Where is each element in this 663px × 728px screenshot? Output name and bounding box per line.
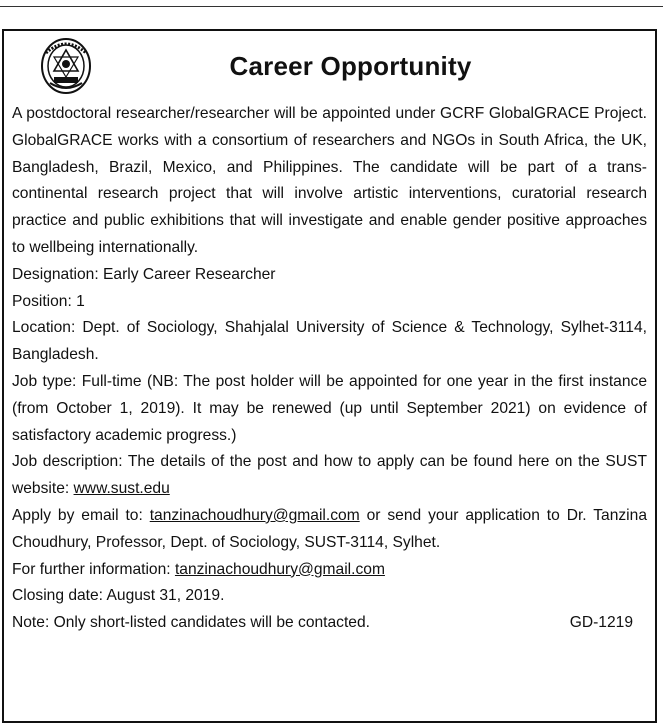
note-text: Note: Only short-listed candidates will be contacted. [12,614,370,632]
top-rule [0,6,663,7]
further-info-email-link[interactable]: tanzinachoudhury@gmail.com [174,560,385,578]
further-info-line [12,557,647,584]
apply-paragraph [12,503,647,557]
apply-email-link[interactable]: tanzinachoudhury@gmail.com [149,506,360,524]
top-cut-edge [0,0,663,14]
apply-suffix: or send your application to Dr. Tanzina Choudhury, Professor, Dept. of Sociology, SUST-3114, Sylhet. [12,506,647,551]
notice-code: GD-1219 [569,614,633,632]
website-link[interactable]: www.sust.edu [73,480,170,498]
notice-body [12,101,647,637]
job-description-paragraph [12,449,647,503]
position-line: Position: 1 [12,292,85,310]
intro-paragraph: A postdoctoral researcher/researcher will be appointed under GCRF GlobalGRACE Project. GlobalGRACE works with a consortium of researchers and NGOs in South Africa, the UK, Bangladesh, Brazil, Mexico, and Philippines. The candidate will be part of a trans-continental research project that will involve artistic interventions, curatorial research practice and public exhibitions that will investigate and enable gender positive approaches to wellbeing internationally. [12,105,647,256]
career-notice [2,29,657,723]
job-type-paragraph: Job type: Full-time (NB: The post holder will be appointed for one year in the first instance (from October 1, 2019). It may be renewed (up until September 2021) on evidence of satisfactory academic progress.) [12,372,647,444]
closing-date-line: Closing date: August 31, 2019. [12,587,225,605]
job-description-text: Job description: The details of the post and how to apply can be found here on the SUST website: [12,453,647,498]
note-row [12,610,647,637]
apply-prefix: Apply by email to: [12,506,150,524]
location-paragraph: Location: Dept. of Sociology, Shahjalal University of Science & Technology, Sylhet-3114, Bangladesh. [12,319,647,364]
notice-title: Career Opportunity [229,51,472,81]
designation-line: Designation: Early Career Researcher [12,265,276,283]
further-info-prefix: For further information: [12,560,175,578]
notice-header [4,31,655,101]
